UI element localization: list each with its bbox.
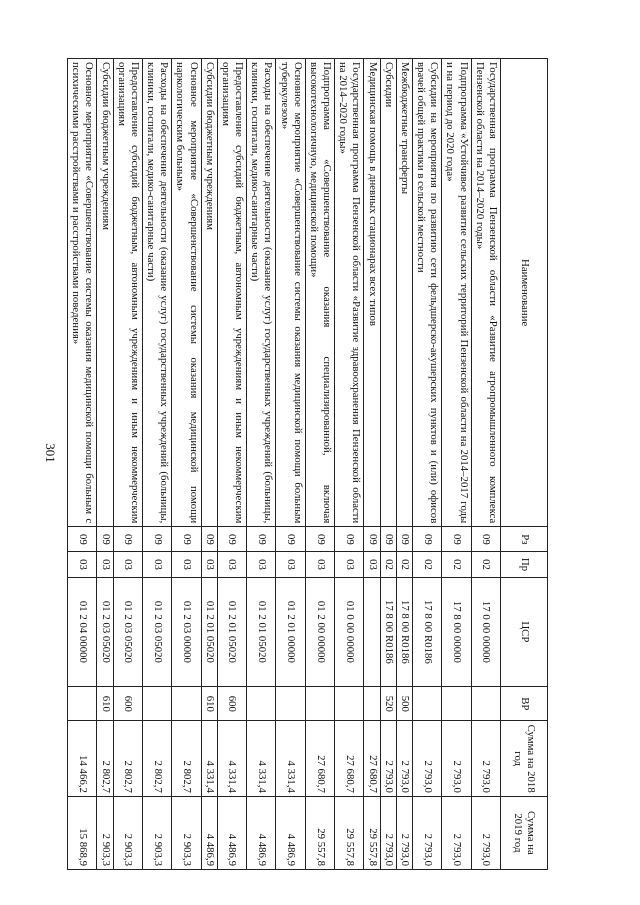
row-name: Расходы на обеспечение деятельности (оказание услуг) государственных учреждений (больницы, клиники, госпитали, медико-санитарные части): [142, 59, 171, 527]
row-vr: [442, 687, 471, 721]
row-pr: 03: [305, 552, 334, 577]
row-sum-2019: 2 903,3: [113, 796, 142, 869]
table-row: [172, 59, 201, 870]
row-name: Основное мероприятие «Совершенствование системы оказания медицинской помощи больным с психическими расстройствами и расстройствами поведения»: [68, 59, 97, 527]
row-rz: 09: [396, 527, 412, 552]
header-rz: Рз: [501, 527, 548, 552]
row-name: Медицинская помощь в дневных стационарах всех типов: [364, 59, 380, 527]
row-vr: 520: [380, 687, 396, 721]
row-sum-2018: 2 802,7: [142, 721, 171, 796]
row-rz: 09: [247, 527, 276, 552]
table-row: [364, 59, 380, 870]
row-rz: 09: [68, 527, 97, 552]
row-name: Предоставление субсидий бюджетным, автономным учреждениям и иным некоммерческим организациям: [217, 59, 246, 527]
row-sum-2019: 2 793,0: [396, 796, 412, 869]
row-rz: 09: [172, 527, 201, 552]
table-row: [97, 59, 113, 870]
row-csr: 17 8 00 R0186: [396, 577, 412, 687]
table-row: [217, 59, 246, 870]
row-vr: 610: [97, 687, 113, 721]
row-name: Предоставление субсидий бюджетным, автономным учреждениям и иным некоммерческим организациям: [113, 59, 142, 527]
row-rz: 09: [364, 527, 380, 552]
row-vr: [412, 687, 441, 721]
row-name: Субсидии бюджетным учреждениям: [201, 59, 217, 527]
row-sum-2019: 29 557,8: [364, 796, 380, 869]
row-sum-2018: 2 793,0: [471, 721, 500, 796]
row-csr: 01 2 00 00000: [305, 577, 334, 687]
table-row: [396, 59, 412, 870]
row-vr: [364, 687, 380, 721]
row-sum-2018: 2 793,0: [412, 721, 441, 796]
row-csr: 17 8 00 00000: [442, 577, 471, 687]
row-sum-2018: 27 680,7: [305, 721, 334, 796]
rotated-page-content: [70, 58, 548, 870]
row-sum-2019: 29 557,8: [305, 796, 334, 869]
row-sum-2018: 4 331,4: [201, 721, 217, 796]
row-pr: 02: [412, 552, 441, 577]
row-vr: 600: [113, 687, 142, 721]
row-csr: 01 2 01 05020: [201, 577, 217, 687]
row-sum-2019: 4 486,9: [201, 796, 217, 869]
row-sum-2019: 2 903,3: [142, 796, 171, 869]
row-csr: 17 0 00 00000: [471, 577, 500, 687]
row-name: Подпрограмма «Устойчивое развитие сельских территорий Пензенской области на 2014–2017 годы и на период до 2020 года»: [442, 59, 471, 527]
row-name: Субсидии бюджетным учреждениям: [97, 59, 113, 527]
row-csr: [364, 577, 380, 687]
row-vr: 500: [396, 687, 412, 721]
budget-table: [67, 58, 548, 870]
row-csr: 01 0 00 00000: [335, 577, 364, 687]
table-row: [471, 59, 500, 870]
row-vr: [471, 687, 500, 721]
row-pr: 03: [247, 552, 276, 577]
row-csr: 01 2 03 05020: [142, 577, 171, 687]
row-csr: 01 2 01 05020: [217, 577, 246, 687]
page-number: 301: [43, 443, 58, 463]
row-sum-2019: 29 557,8: [335, 796, 364, 869]
row-vr: [247, 687, 276, 721]
row-vr: [335, 687, 364, 721]
row-pr: 03: [276, 552, 305, 577]
header-vr: ВР: [501, 687, 548, 721]
row-pr: 02: [396, 552, 412, 577]
row-name: Основное мероприятие «Совершенствование системы оказания медицинской помощи больным туберкулезом»: [276, 59, 305, 527]
row-csr: 01 2 04 00000: [68, 577, 97, 687]
row-rz: 09: [471, 527, 500, 552]
row-sum-2019: 2 793,0: [442, 796, 471, 869]
row-sum-2018: 2 793,0: [396, 721, 412, 796]
row-pr: 03: [142, 552, 171, 577]
row-sum-2019: 2 793,0: [380, 796, 396, 869]
row-sum-2018: 2 793,0: [380, 721, 396, 796]
row-sum-2019: 4 486,9: [217, 796, 246, 869]
row-sum-2018: 14 466,2: [68, 721, 97, 796]
row-sum-2019: 4 486,9: [276, 796, 305, 869]
row-rz: 09: [412, 527, 441, 552]
row-sum-2018: 2 802,7: [97, 721, 113, 796]
row-csr: 01 2 03 05020: [97, 577, 113, 687]
row-sum-2018: 2 802,7: [113, 721, 142, 796]
table-row: [247, 59, 276, 870]
row-rz: 09: [142, 527, 171, 552]
row-pr: 03: [172, 552, 201, 577]
row-rz: 09: [217, 527, 246, 552]
table-row: [442, 59, 471, 870]
row-rz: 09: [380, 527, 396, 552]
table-row: [380, 59, 396, 870]
row-name: Государственная программа Пензенской области «Развитие агропромышленного комплекса Пензенской области на 2014–2020 годы»: [471, 59, 500, 527]
row-pr: 03: [113, 552, 142, 577]
row-csr: 17 8 00 R0186: [412, 577, 441, 687]
row-vr: [172, 687, 201, 721]
row-sum-2019: 15 868,9: [68, 796, 97, 869]
row-name: Подпрограмма «Совершенствование оказания специализированной, включая высокотехнологичную, медицинской помощи»: [305, 59, 334, 527]
row-rz: 09: [305, 527, 334, 552]
row-pr: 03: [68, 552, 97, 577]
header-pr: Пр: [501, 552, 548, 577]
header-sum-2019: Сумма на 2019 год: [501, 796, 548, 869]
table-row: [335, 59, 364, 870]
row-name: Субсидии: [380, 59, 396, 527]
row-pr: 02: [471, 552, 500, 577]
row-sum-2018: 27 680,7: [364, 721, 380, 796]
row-rz: 09: [201, 527, 217, 552]
row-sum-2019: 2 903,3: [97, 796, 113, 869]
row-sum-2018: 4 331,4: [247, 721, 276, 796]
header-csr: ЦСР: [501, 577, 548, 687]
row-rz: 09: [442, 527, 471, 552]
row-vr: [276, 687, 305, 721]
row-sum-2018: 27 680,7: [335, 721, 364, 796]
row-csr: 01 2 03 05020: [113, 577, 142, 687]
row-sum-2019: 2 793,0: [471, 796, 500, 869]
table-body: [68, 59, 501, 870]
row-csr: 01 2 01 00000: [276, 577, 305, 687]
row-vr: 610: [201, 687, 217, 721]
row-vr: [68, 687, 97, 721]
row-rz: 09: [113, 527, 142, 552]
row-pr: 02: [380, 552, 396, 577]
row-rz: 09: [335, 527, 364, 552]
table-header-row: [501, 59, 548, 870]
table-row: [113, 59, 142, 870]
row-pr: 03: [335, 552, 364, 577]
row-name: Межбюджетные трансферты: [396, 59, 412, 527]
header-name: Наименование: [501, 59, 548, 527]
row-csr: 17 8 00 R0186: [380, 577, 396, 687]
header-sum-2018: Сумма на 2018 год: [501, 721, 548, 796]
row-name: Основное мероприятие «Совершенствование системы оказания медицинской помощи наркологическим больным»: [172, 59, 201, 527]
row-sum-2019: 2 793,0: [412, 796, 441, 869]
row-rz: 09: [276, 527, 305, 552]
row-sum-2018: 4 331,4: [217, 721, 246, 796]
row-pr: 03: [201, 552, 217, 577]
row-vr: 600: [217, 687, 246, 721]
row-vr: [305, 687, 334, 721]
row-pr: 03: [97, 552, 113, 577]
row-sum-2018: 2 793,0: [442, 721, 471, 796]
row-rz: 09: [97, 527, 113, 552]
row-vr: [142, 687, 171, 721]
row-pr: 02: [442, 552, 471, 577]
row-pr: 03: [217, 552, 246, 577]
table-row: [276, 59, 305, 870]
table-row: [305, 59, 334, 870]
row-sum-2019: 2 903,3: [172, 796, 201, 869]
row-pr: 03: [364, 552, 380, 577]
table-row: [201, 59, 217, 870]
row-csr: 01 2 01 05020: [247, 577, 276, 687]
row-sum-2018: 4 331,4: [276, 721, 305, 796]
row-name: Расходы на обеспечение деятельности (оказание услуг) государственных учреждений (больницы, клиники, госпитали, медико-санитарные части): [247, 59, 276, 527]
table-row: [68, 59, 97, 870]
row-sum-2018: 2 802,7: [172, 721, 201, 796]
row-name: Субсидии на мероприятия по развитию сети фельдшерско-акушерских пунктов и (или) офисов врачей общей практики в сельской местности: [412, 59, 441, 527]
row-csr: 01 2 03 00000: [172, 577, 201, 687]
row-name: Государственная программа Пензенской области «Развитие здравоохранения Пензенской области на 2014–2020 годы»: [335, 59, 364, 527]
table-row: [142, 59, 171, 870]
row-sum-2019: 4 486,9: [247, 796, 276, 869]
table-row: [412, 59, 441, 870]
